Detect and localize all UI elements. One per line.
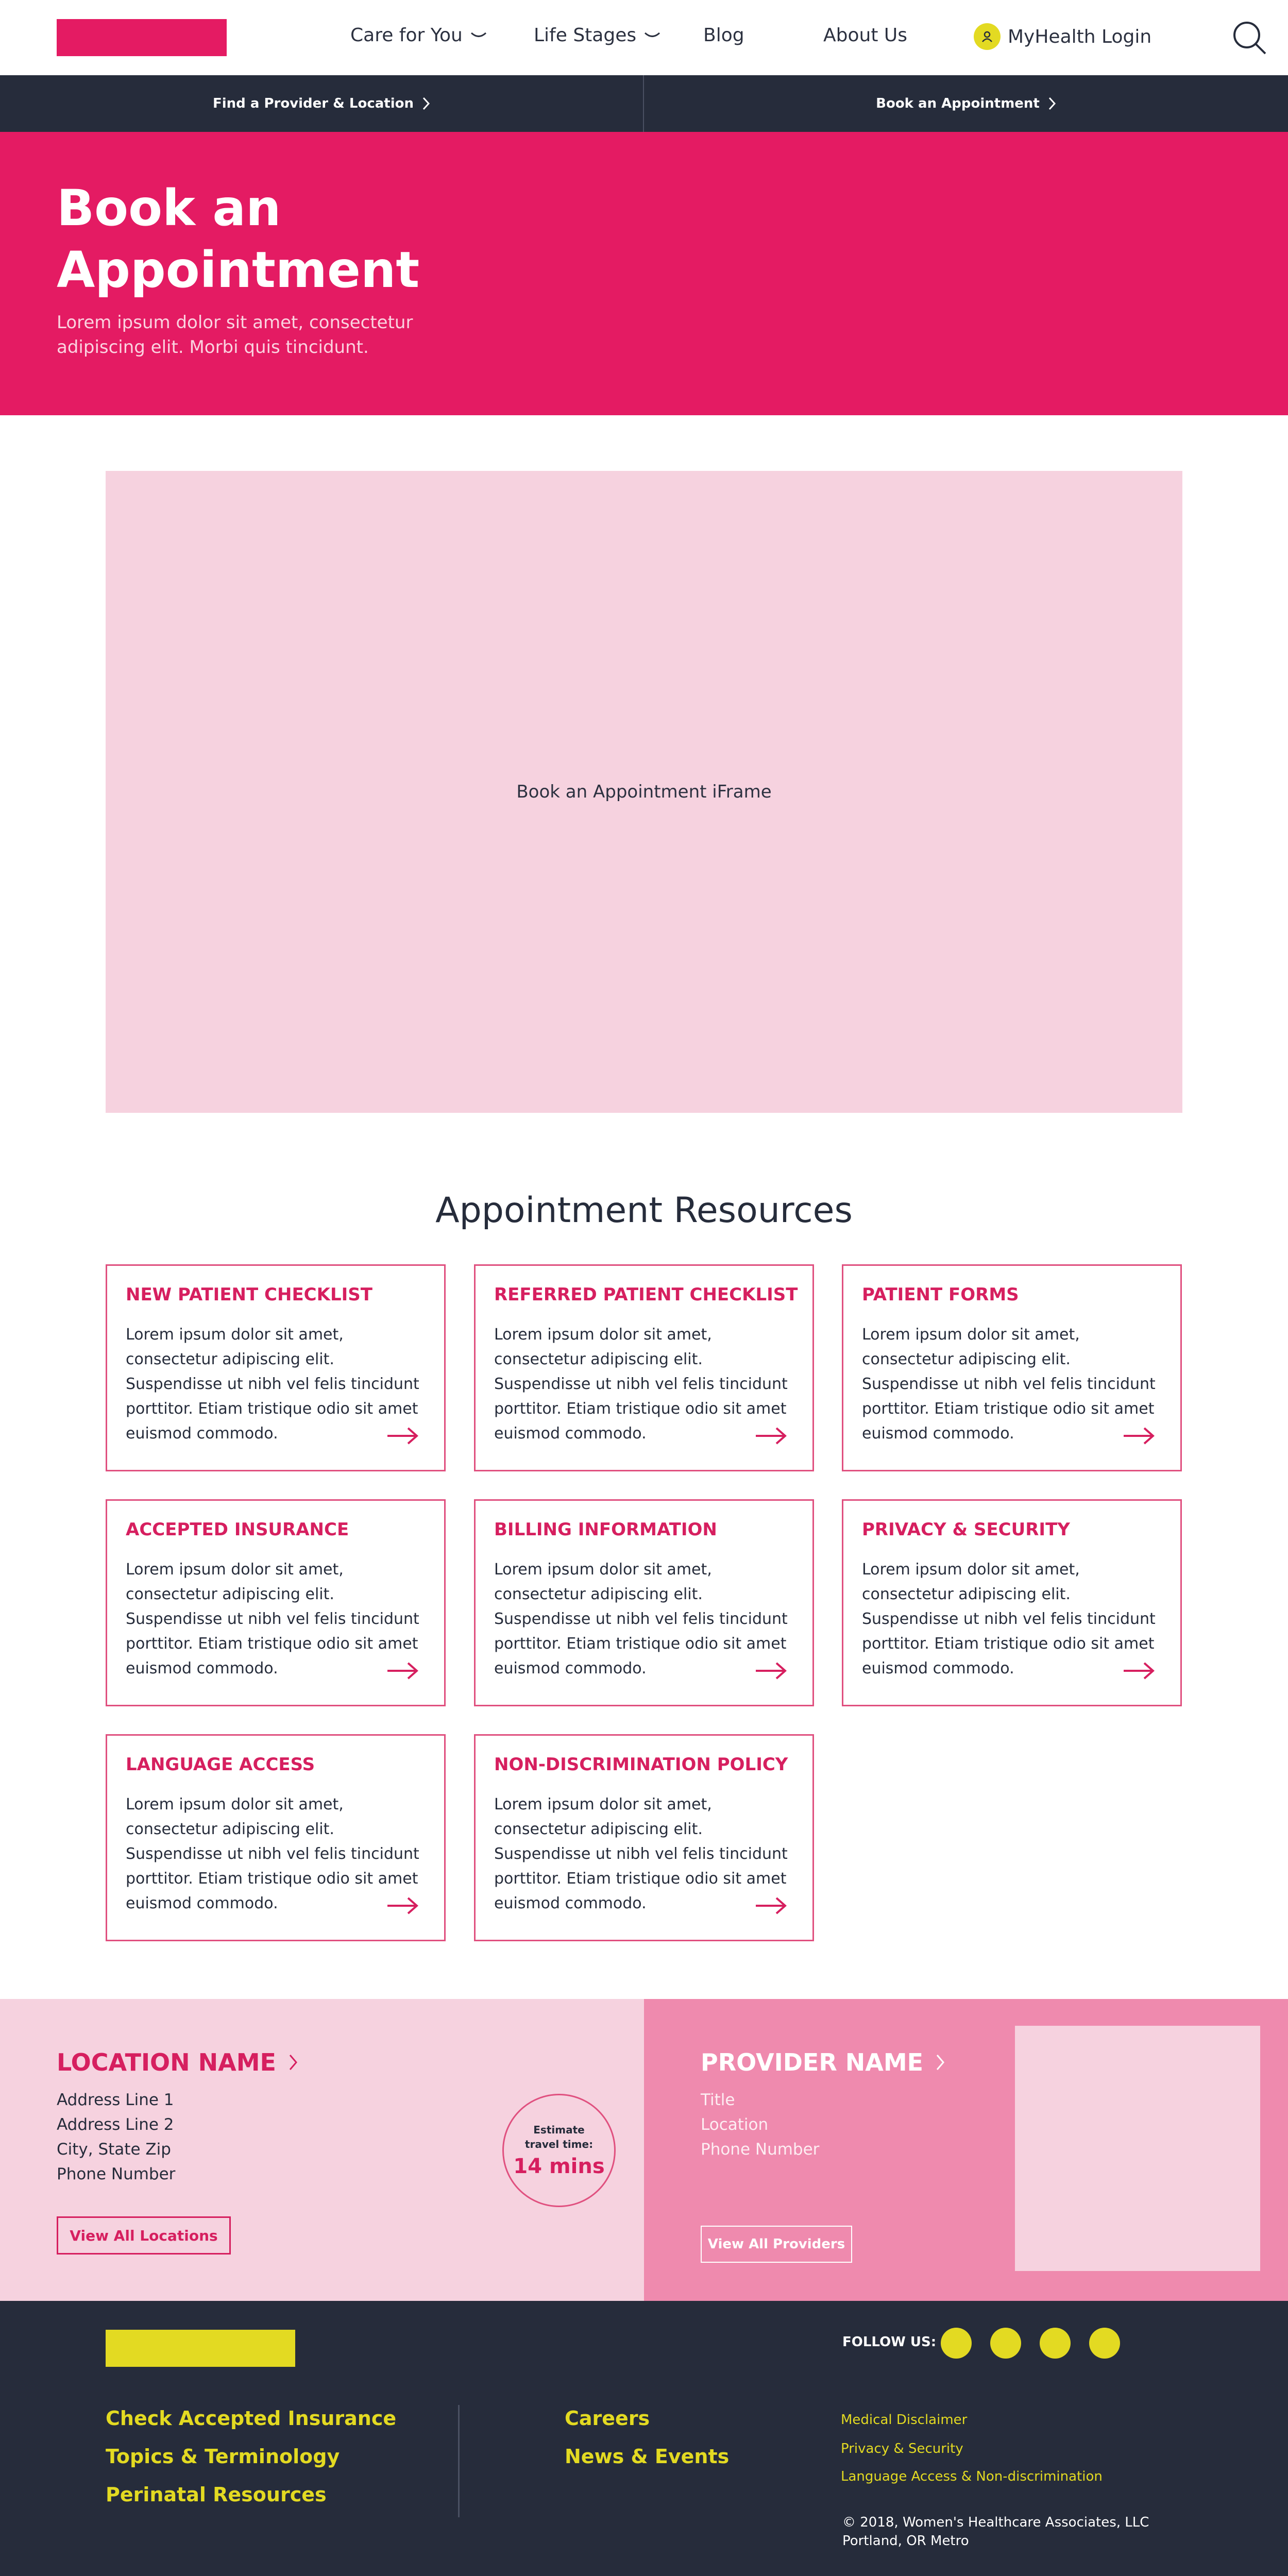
booking-iframe-placeholder[interactable] [106, 471, 1182, 1113]
resource-card[interactable] [106, 1264, 446, 1471]
card-title: NEW PATIENT CHECKLIST [126, 1284, 372, 1305]
location-address [57, 2088, 175, 2187]
myhealth-login-link[interactable] [974, 23, 1151, 50]
hero-subtitle: Lorem ipsum dolor sit amet, consectetur adipiscing elit. Morbi quis tincidunt. [57, 312, 413, 358]
card-title: ACCEPTED INSURANCE [126, 1519, 349, 1540]
chevron-right-icon [289, 2054, 298, 2071]
arrow-right-icon[interactable] [755, 1896, 787, 1915]
provider-location: Location [701, 2115, 769, 2134]
arrow-right-icon[interactable] [755, 1662, 787, 1680]
footer-divider [458, 2405, 460, 2517]
card-title: PATIENT FORMS [862, 1284, 1019, 1305]
view-all-locations-button[interactable]: View All Locations [57, 2216, 231, 2255]
legal-link-disclaimer[interactable]: Medical Disclaimer [841, 2412, 968, 2428]
provider-photo [1015, 2026, 1260, 2271]
social-icon[interactable] [941, 2328, 972, 2359]
arrow-right-icon[interactable] [755, 1427, 787, 1445]
login-label: MyHealth Login [1008, 26, 1152, 47]
card-body: Lorem ipsum dolor sit amet, consectetur adipiscing elit. Suspendisse ut nibh vel felis tincidunt porttitor. Etiam tristique odio sit amet euismod commodo. [126, 1795, 419, 1912]
resource-card[interactable] [474, 1264, 814, 1471]
phone-number: Phone Number [57, 2165, 176, 2183]
card-title: PRIVACY & SECURITY [862, 1519, 1070, 1540]
view-all-providers-button[interactable]: View All Providers [701, 2226, 852, 2263]
card-body: Lorem ipsum dolor sit amet, consectetur adipiscing elit. Suspendisse ut nibh vel felis tincidunt porttitor. Etiam tristique odio sit amet euismod commodo. [494, 1326, 788, 1443]
page-title: Book an Appointment [57, 179, 420, 299]
arrow-right-icon[interactable] [386, 1896, 418, 1915]
provider-details [701, 2088, 819, 2162]
chevron-down-icon [470, 30, 487, 41]
card-title: LANGUAGE ACCESS [126, 1754, 315, 1775]
arrow-right-icon[interactable] [386, 1662, 418, 1680]
address-line-1: Address Line 1 [57, 2091, 174, 2109]
footer-link-news[interactable]: News & Events [565, 2445, 730, 2468]
find-provider-label: Find a Provider & Location [213, 96, 414, 111]
card-body: Lorem ipsum dolor sit amet, consectetur adipiscing elit. Suspendisse ut nibh vel felis tincidunt porttitor. Etiam tristique odio sit amet euismod commodo. [126, 1326, 419, 1443]
user-icon [974, 23, 1001, 50]
legal-link-privacy[interactable]: Privacy & Security [841, 2441, 963, 2456]
provider-title: Title [701, 2091, 735, 2109]
legal-link-language[interactable]: Language Access & Non-discrimination [841, 2469, 1103, 2484]
resource-card[interactable] [842, 1499, 1182, 1706]
resource-card[interactable] [474, 1499, 814, 1706]
follow-us-label: FOLLOW US: [842, 2334, 937, 2350]
travel-time-value: 14 mins [513, 2155, 605, 2178]
footer-logo[interactable] [106, 2330, 295, 2367]
social-icon[interactable] [1089, 2328, 1120, 2359]
travel-time-badge [502, 2094, 616, 2207]
arrow-right-icon[interactable] [1123, 1662, 1155, 1680]
nav-life-stages[interactable] [534, 25, 661, 46]
resources-heading: Appointment Resources [435, 1190, 853, 1231]
find-provider-link[interactable] [0, 75, 643, 132]
card-title: REFERRED PATIENT CHECKLIST [494, 1284, 798, 1305]
arrow-right-icon[interactable] [386, 1427, 418, 1445]
site-header [0, 0, 1288, 75]
card-body: Lorem ipsum dolor sit amet, consectetur adipiscing elit. Suspendisse ut nibh vel felis tincidunt porttitor. Etiam tristique odio sit amet euismod commodo. [862, 1326, 1156, 1443]
iframe-label: Book an Appointment iFrame [516, 782, 772, 802]
provider-name-link[interactable] [701, 2048, 945, 2076]
address-line-2: Address Line 2 [57, 2115, 174, 2134]
footer-link-careers[interactable]: Careers [565, 2407, 650, 2430]
secondary-nav [0, 75, 1288, 132]
footer-link-topics[interactable]: Topics & Terminology [106, 2445, 340, 2468]
nav-label: Life Stages [534, 25, 637, 46]
hero-banner [0, 132, 1288, 415]
card-title: BILLING INFORMATION [494, 1519, 717, 1540]
footer-link-insurance[interactable]: Check Accepted Insurance [106, 2407, 397, 2430]
card-title: NON-DISCRIMINATION POLICY [494, 1754, 788, 1775]
site-logo[interactable] [57, 19, 227, 56]
city-state-zip: City, State Zip [57, 2140, 171, 2159]
social-icon[interactable] [990, 2328, 1021, 2359]
social-icon[interactable] [1040, 2328, 1071, 2359]
resource-card[interactable] [474, 1734, 814, 1941]
chevron-right-icon [936, 2054, 945, 2071]
chevron-down-icon [643, 30, 661, 41]
nav-care-for-you[interactable] [350, 25, 487, 46]
footer-link-perinatal[interactable]: Perinatal Resources [106, 2483, 327, 2506]
nav-blog[interactable] [703, 25, 744, 46]
chevron-right-icon [422, 96, 430, 111]
location-name: LOCATION NAME [57, 2048, 276, 2076]
nav-label: About Us [823, 25, 907, 46]
provider-phone: Phone Number [701, 2140, 820, 2159]
card-body: Lorem ipsum dolor sit amet, consectetur adipiscing elit. Suspendisse ut nibh vel felis tincidunt porttitor. Etiam tristique odio sit amet euismod commodo. [494, 1561, 788, 1677]
card-body: Lorem ipsum dolor sit amet, consectetur adipiscing elit. Suspendisse ut nibh vel felis tincidunt porttitor. Etiam tristique odio sit amet euismod commodo. [862, 1561, 1156, 1677]
arrow-right-icon[interactable] [1123, 1427, 1155, 1445]
nav-about-us[interactable] [823, 25, 907, 46]
copyright-text: © 2018, Women's Healthcare Associates, LLC Portland, OR Metro [842, 2515, 1149, 2549]
nav-label: Blog [703, 25, 744, 46]
nav-label: Care for You [350, 25, 463, 46]
book-appointment-label: Book an Appointment [876, 96, 1040, 111]
card-body: Lorem ipsum dolor sit amet, consectetur adipiscing elit. Suspendisse ut nibh vel felis tincidunt porttitor. Etiam tristique odio sit amet euismod commodo. [126, 1561, 419, 1677]
resource-card[interactable] [106, 1499, 446, 1706]
book-appointment-link[interactable] [644, 75, 1288, 132]
resource-card[interactable] [106, 1734, 446, 1941]
search-icon[interactable] [1231, 20, 1267, 56]
card-body: Lorem ipsum dolor sit amet, consectetur adipiscing elit. Suspendisse ut nibh vel felis tincidunt porttitor. Etiam tristique odio sit amet euismod commodo. [494, 1795, 788, 1912]
travel-time-label: Estimate travel time: [524, 2124, 594, 2150]
provider-name: PROVIDER NAME [701, 2048, 924, 2076]
resource-card[interactable] [842, 1264, 1182, 1471]
chevron-right-icon [1048, 96, 1056, 111]
location-name-link[interactable] [57, 2048, 298, 2076]
